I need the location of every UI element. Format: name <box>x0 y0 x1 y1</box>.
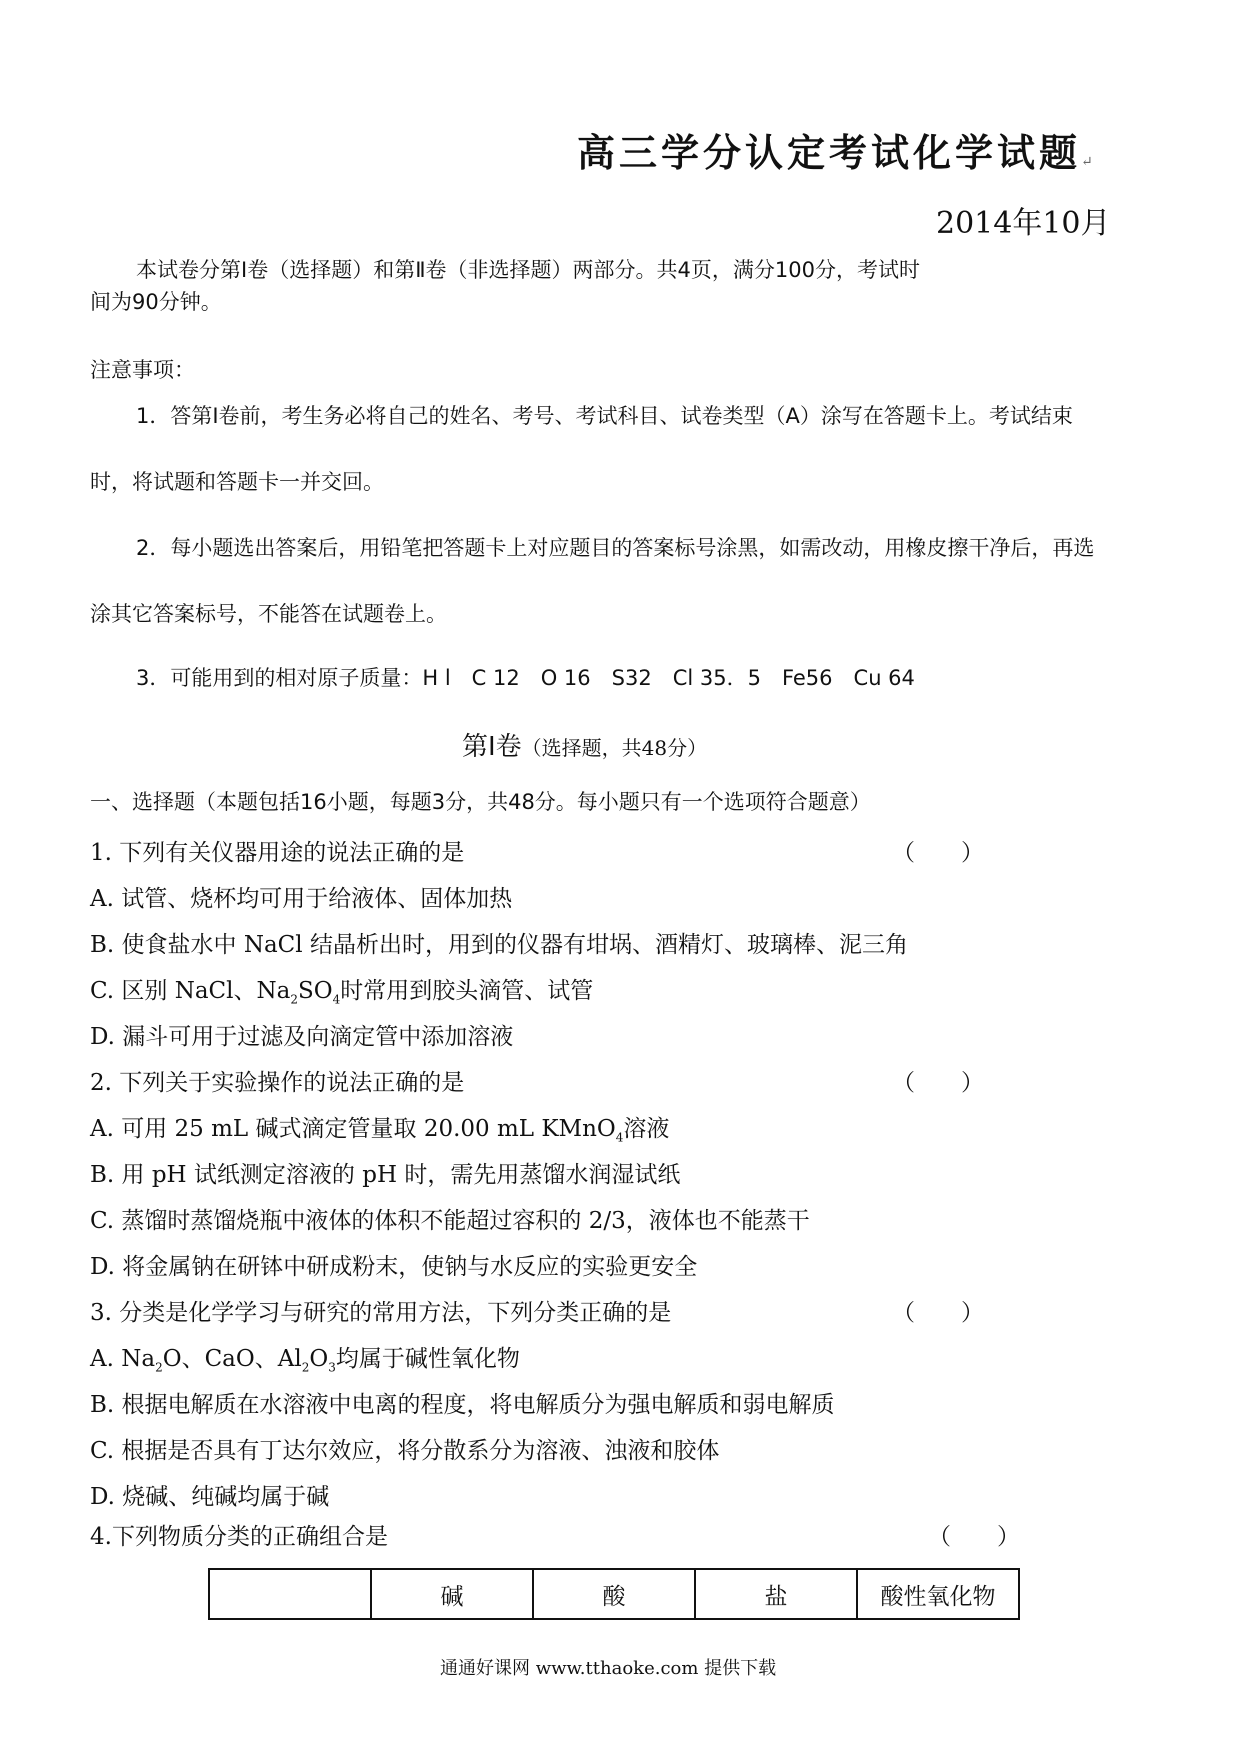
part-1-heading: 一、选择题（本题包括16小题，每题3分，共48分。每小题只有一个选项符合题意） <box>90 790 871 814</box>
note-3: 3．可能用到的相对原子质量：H l C 12 O 16 S32 Cl 35．5 Fe56 Cu 64 <box>136 666 915 690</box>
q3-a-text-3: O <box>309 1346 329 1372</box>
q1-c-sub-2: 4 <box>332 992 341 1007</box>
page-title <box>577 122 1093 177</box>
question-4-stem: 4.下列物质分类的正确组合是 <box>90 1524 388 1550</box>
q1-c-text-2: SO <box>297 978 333 1004</box>
q3-a-sub-2: 2 <box>301 1360 310 1375</box>
q3-a-sub-1: 2 <box>155 1360 163 1375</box>
question-2-option-b: B. 用 pH 试纸测定溶液的 pH 时，需先用蒸馏水润湿试纸 <box>90 1162 681 1188</box>
question-3-answer-blank: （ ） <box>892 1300 984 1326</box>
question-4-answer-blank: （ ） <box>928 1524 1020 1550</box>
q3-a-text-4: 均属于碱性氧化物 <box>335 1346 520 1372</box>
intro-line-1: 本试卷分第Ⅰ卷（选择题）和第Ⅱ卷（非选择题）两部分。共4页，满分100分，考试时 <box>136 258 920 282</box>
question-2-option-d: D. 将金属钠在研钵中研成粉末，使钠与水反应的实验更安全 <box>90 1254 698 1280</box>
question-1-option-b: B. 使食盐水中 NaCl 结晶析出时，用到的仪器有坩埚、酒精灯、玻璃棒、泥三角 <box>90 932 908 958</box>
question-3-stem: 3. 分类是化学学习与研究的常用方法，下列分类正确的是 <box>90 1300 672 1326</box>
q2-a-text-2: 溶液 <box>623 1116 670 1142</box>
question-3-option-c: C. 根据是否具有丁达尔效应，将分散系分为溶液、浊液和胶体 <box>90 1438 720 1464</box>
question-2-option-a <box>90 1110 669 1145</box>
note-1-line-2: 时，将试题和答题卡一并交回。 <box>90 470 384 494</box>
q1-c-text-3: 时常用到胶头滴管、试管 <box>340 978 594 1004</box>
note-2-line-2: 涂其它答案标号，不能答在试题卷上。 <box>90 602 447 626</box>
q3-a-text-1: A. Na <box>90 1346 156 1372</box>
table-header-cell <box>209 1569 371 1619</box>
note-2-line-1: 2．每小题选出答案后，用铅笔把答题卡上对应题目的答案标号涂黑，如需改动，用橡皮擦干净后，再选 <box>136 536 1095 560</box>
table-header-cell: 酸 <box>533 1569 695 1619</box>
q2-a-sub: 4 <box>615 1130 624 1145</box>
table-header-cell: 碱 <box>371 1569 533 1619</box>
paragraph-mark: ↵ <box>1081 154 1093 170</box>
question-2-stem: 2. 下列关于实验操作的说法正确的是 <box>90 1070 465 1096</box>
question-2-option-c: C. 蒸馏时蒸馏烧瓶中液体的体积不能超过容积的 2/3，液体也不能蒸干 <box>90 1208 810 1234</box>
table-header-row <box>209 1569 1019 1619</box>
question-1-stem: 1. 下列有关仪器用途的说法正确的是 <box>90 840 465 866</box>
q3-a-sub-3: 3 <box>328 1360 336 1375</box>
question-3-option-d: D. 烧碱、纯碱均属于碱 <box>90 1484 330 1510</box>
question-4-table <box>208 1568 1020 1620</box>
intro-line-2: 间为90分钟。 <box>90 290 222 314</box>
question-2-answer-blank: （ ） <box>892 1070 984 1096</box>
question-1-option-c <box>90 972 593 1007</box>
table-header-cell: 盐 <box>695 1569 857 1619</box>
exam-date: 2014年10月 <box>936 206 1111 241</box>
q1-c-sub-1: 2 <box>290 992 298 1007</box>
notes-heading: 注意事项： <box>90 358 195 382</box>
title-text: 高三学分认定考试化学试题 <box>577 130 1082 175</box>
question-3-option-a <box>90 1340 520 1375</box>
section-1-title-main: 第Ⅰ卷 <box>462 732 522 762</box>
page-footer: 通通好课网 www.tthaoke.com 提供下载 <box>440 1658 777 1679</box>
q2-a-text-1: A. 可用 25 mL 碱式滴定管量取 20.00 mL KMnO <box>90 1116 616 1142</box>
q3-a-text-2: O、CaO、Al <box>162 1346 302 1372</box>
section-1-subtitle: （选择题，共48分） <box>521 736 708 760</box>
section-1-title <box>462 726 707 763</box>
question-1-option-d: D. 漏斗可用于过滤及向滴定管中添加溶液 <box>90 1024 514 1050</box>
q1-c-text-1: C. 区别 NaCl、Na <box>90 978 291 1004</box>
question-1-answer-blank: （ ） <box>892 840 984 866</box>
question-1-option-a: A. 试管、烧杯均可用于给液体、固体加热 <box>90 886 513 912</box>
table-header-cell: 酸性氧化物 <box>857 1569 1019 1619</box>
question-3-option-b: B. 根据电解质在水溶液中电离的程度，将电解质分为强电解质和弱电解质 <box>90 1392 835 1418</box>
note-1-line-1: 1．答第Ⅰ卷前，考生务必将自己的姓名、考号、考试科目、试卷类型（A）涂写在答题卡上。考试结束 <box>136 404 1073 428</box>
